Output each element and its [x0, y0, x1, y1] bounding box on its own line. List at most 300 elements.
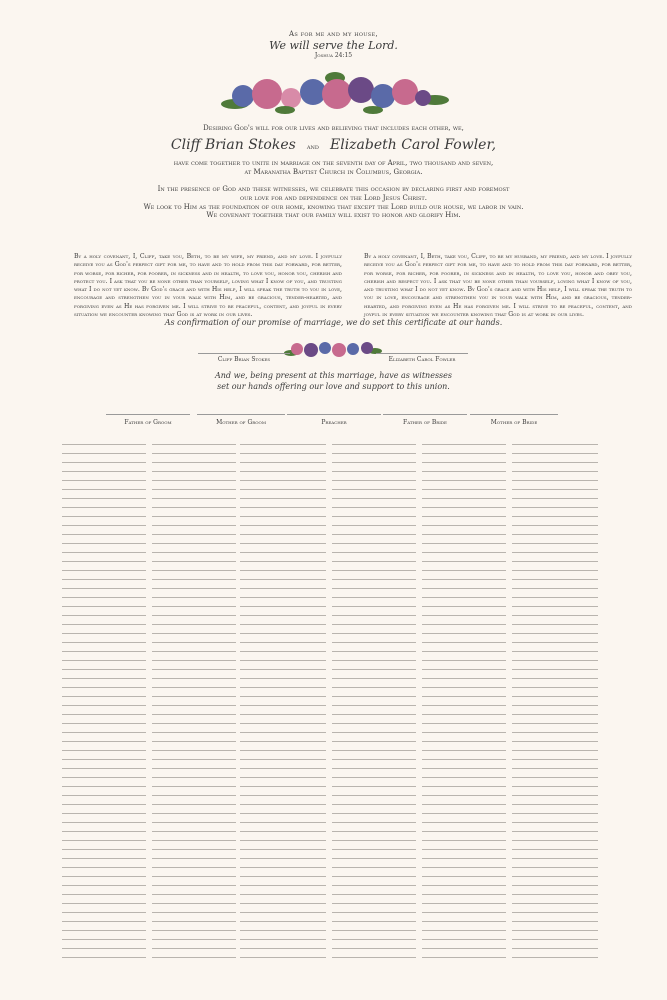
signature-line[interactable] — [422, 687, 506, 688]
signature-line[interactable] — [422, 948, 506, 949]
signature-line[interactable] — [152, 660, 236, 661]
signature-line[interactable] — [422, 894, 506, 895]
signature-line[interactable] — [422, 813, 506, 814]
signature-line[interactable] — [240, 696, 326, 697]
signature-line[interactable] — [152, 669, 236, 670]
signature-line[interactable] — [62, 912, 146, 913]
signature-line[interactable] — [332, 714, 416, 715]
signature-line[interactable] — [512, 732, 598, 733]
signature-line[interactable] — [512, 876, 598, 877]
signature-line[interactable] — [62, 678, 146, 679]
signature-line[interactable] — [512, 453, 598, 454]
signature-line[interactable] — [152, 777, 236, 778]
signature-line[interactable] — [240, 615, 326, 616]
signature-line[interactable] — [240, 525, 326, 526]
signature-line[interactable] — [512, 570, 598, 571]
signature-line[interactable] — [152, 534, 236, 535]
signature-line[interactable] — [152, 642, 236, 643]
signature-line[interactable] — [62, 534, 146, 535]
signature-line[interactable] — [512, 498, 598, 499]
signature-line[interactable] — [422, 489, 506, 490]
signature-line[interactable] — [332, 948, 416, 949]
signature-line[interactable] — [240, 768, 326, 769]
signature-line[interactable] — [62, 750, 146, 751]
signature-line[interactable] — [512, 768, 598, 769]
signature-line[interactable] — [240, 471, 326, 472]
signature-line[interactable] — [512, 849, 598, 850]
signature-line[interactable] — [512, 669, 598, 670]
signature-line[interactable] — [512, 678, 598, 679]
signature-line[interactable] — [240, 579, 326, 580]
signature-line[interactable] — [512, 894, 598, 895]
signature-line[interactable] — [152, 507, 236, 508]
signature-line[interactable] — [422, 903, 506, 904]
groom-signature-line[interactable] — [198, 353, 290, 354]
signature-line[interactable] — [422, 804, 506, 805]
signature-line[interactable] — [240, 750, 326, 751]
signature-line[interactable] — [332, 876, 416, 877]
signature-line[interactable] — [240, 633, 326, 634]
signature-line[interactable] — [332, 741, 416, 742]
signature-line[interactable] — [62, 579, 146, 580]
signature-line[interactable] — [62, 885, 146, 886]
signature-line[interactable] — [422, 741, 506, 742]
signature-line[interactable] — [332, 822, 416, 823]
signature-line[interactable] — [240, 759, 326, 760]
signature-line[interactable] — [62, 903, 146, 904]
signature-line[interactable] — [152, 795, 236, 796]
signature-line[interactable] — [332, 849, 416, 850]
signature-line[interactable] — [332, 552, 416, 553]
signature-line[interactable] — [152, 885, 236, 886]
signature-line[interactable] — [62, 867, 146, 868]
signature-line[interactable] — [62, 471, 146, 472]
signature-line[interactable] — [240, 831, 326, 832]
signature-line[interactable] — [62, 624, 146, 625]
signature-line[interactable] — [422, 579, 506, 580]
father-of-bride-line[interactable] — [383, 414, 467, 415]
signature-line[interactable] — [332, 813, 416, 814]
signature-line[interactable] — [152, 867, 236, 868]
signature-line[interactable] — [512, 867, 598, 868]
signature-line[interactable] — [62, 660, 146, 661]
signature-line[interactable] — [62, 606, 146, 607]
signature-line[interactable] — [332, 921, 416, 922]
signature-line[interactable] — [62, 453, 146, 454]
signature-line[interactable] — [240, 948, 326, 949]
signature-line[interactable] — [62, 705, 146, 706]
signature-line[interactable] — [422, 453, 506, 454]
signature-line[interactable] — [332, 651, 416, 652]
signature-line[interactable] — [152, 552, 236, 553]
signature-line[interactable] — [422, 921, 506, 922]
signature-line[interactable] — [152, 723, 236, 724]
signature-line[interactable] — [62, 858, 146, 859]
signature-line[interactable] — [152, 453, 236, 454]
signature-line[interactable] — [332, 957, 416, 958]
signature-line[interactable] — [422, 633, 506, 634]
signature-line[interactable] — [240, 822, 326, 823]
signature-line[interactable] — [152, 858, 236, 859]
signature-line[interactable] — [152, 489, 236, 490]
signature-line[interactable] — [240, 624, 326, 625]
signature-line[interactable] — [512, 516, 598, 517]
signature-line[interactable] — [512, 660, 598, 661]
signature-line[interactable] — [152, 768, 236, 769]
signature-line[interactable] — [240, 444, 326, 445]
signature-line[interactable] — [332, 858, 416, 859]
signature-line[interactable] — [512, 741, 598, 742]
signature-line[interactable] — [62, 615, 146, 616]
signature-line[interactable] — [422, 624, 506, 625]
signature-line[interactable] — [152, 687, 236, 688]
signature-line[interactable] — [332, 687, 416, 688]
signature-line[interactable] — [62, 741, 146, 742]
signature-line[interactable] — [332, 498, 416, 499]
signature-line[interactable] — [512, 444, 598, 445]
signature-line[interactable] — [512, 561, 598, 562]
signature-line[interactable] — [152, 786, 236, 787]
father-of-groom-line[interactable] — [106, 414, 190, 415]
signature-line[interactable] — [62, 714, 146, 715]
signature-line[interactable] — [240, 867, 326, 868]
signature-line[interactable] — [332, 930, 416, 931]
signature-line[interactable] — [62, 588, 146, 589]
signature-line[interactable] — [62, 921, 146, 922]
signature-line[interactable] — [332, 543, 416, 544]
signature-line[interactable] — [512, 831, 598, 832]
signature-line[interactable] — [512, 804, 598, 805]
signature-line[interactable] — [332, 525, 416, 526]
signature-line[interactable] — [62, 642, 146, 643]
signature-line[interactable] — [152, 480, 236, 481]
signature-line[interactable] — [240, 498, 326, 499]
signature-line[interactable] — [240, 939, 326, 940]
signature-line[interactable] — [152, 525, 236, 526]
signature-line[interactable] — [512, 777, 598, 778]
signature-line[interactable] — [332, 750, 416, 751]
signature-line[interactable] — [512, 480, 598, 481]
signature-line[interactable] — [332, 885, 416, 886]
signature-line[interactable] — [240, 588, 326, 589]
signature-line[interactable] — [332, 939, 416, 940]
signature-line[interactable] — [62, 876, 146, 877]
signature-line[interactable] — [152, 588, 236, 589]
signature-line[interactable] — [152, 948, 236, 949]
signature-line[interactable] — [422, 543, 506, 544]
signature-line[interactable] — [152, 444, 236, 445]
signature-line[interactable] — [332, 786, 416, 787]
signature-line[interactable] — [512, 813, 598, 814]
signature-line[interactable] — [332, 633, 416, 634]
signature-line[interactable] — [512, 795, 598, 796]
signature-line[interactable] — [152, 714, 236, 715]
signature-line[interactable] — [240, 678, 326, 679]
signature-line[interactable] — [512, 633, 598, 634]
signature-line[interactable] — [512, 921, 598, 922]
signature-line[interactable] — [332, 642, 416, 643]
signature-line[interactable] — [512, 714, 598, 715]
signature-line[interactable] — [240, 741, 326, 742]
signature-line[interactable] — [422, 507, 506, 508]
signature-line[interactable] — [512, 471, 598, 472]
signature-line[interactable] — [62, 723, 146, 724]
signature-line[interactable] — [332, 831, 416, 832]
mother-of-groom-line[interactable] — [197, 414, 285, 415]
signature-line[interactable] — [512, 930, 598, 931]
signature-line[interactable] — [422, 606, 506, 607]
signature-line[interactable] — [512, 534, 598, 535]
signature-line[interactable] — [240, 840, 326, 841]
signature-line[interactable] — [152, 498, 236, 499]
signature-line[interactable] — [152, 570, 236, 571]
signature-line[interactable] — [422, 552, 506, 553]
signature-line[interactable] — [332, 624, 416, 625]
signature-line[interactable] — [422, 786, 506, 787]
signature-line[interactable] — [422, 723, 506, 724]
signature-line[interactable] — [240, 507, 326, 508]
signature-line[interactable] — [422, 471, 506, 472]
signature-line[interactable] — [512, 822, 598, 823]
signature-line[interactable] — [240, 723, 326, 724]
signature-line[interactable] — [332, 462, 416, 463]
signature-line[interactable] — [240, 903, 326, 904]
signature-line[interactable] — [152, 651, 236, 652]
signature-line[interactable] — [152, 849, 236, 850]
signature-line[interactable] — [152, 606, 236, 607]
signature-line[interactable] — [240, 606, 326, 607]
signature-line[interactable] — [512, 696, 598, 697]
signature-line[interactable] — [512, 552, 598, 553]
signature-line[interactable] — [62, 444, 146, 445]
signature-line[interactable] — [62, 696, 146, 697]
signature-line[interactable] — [512, 786, 598, 787]
signature-line[interactable] — [422, 930, 506, 931]
signature-line[interactable] — [152, 696, 236, 697]
signature-line[interactable] — [512, 840, 598, 841]
signature-line[interactable] — [422, 822, 506, 823]
signature-line[interactable] — [332, 579, 416, 580]
signature-line[interactable] — [332, 912, 416, 913]
signature-line[interactable] — [422, 642, 506, 643]
signature-line[interactable] — [512, 759, 598, 760]
signature-line[interactable] — [152, 759, 236, 760]
signature-line[interactable] — [152, 831, 236, 832]
signature-line[interactable] — [422, 795, 506, 796]
signature-line[interactable] — [422, 876, 506, 877]
signature-line[interactable] — [240, 777, 326, 778]
signature-line[interactable] — [240, 912, 326, 913]
signature-line[interactable] — [240, 813, 326, 814]
signature-line[interactable] — [152, 633, 236, 634]
signature-line[interactable] — [332, 795, 416, 796]
preacher-line[interactable] — [287, 414, 381, 415]
signature-line[interactable] — [422, 570, 506, 571]
signature-line[interactable] — [422, 462, 506, 463]
signature-line[interactable] — [332, 903, 416, 904]
signature-line[interactable] — [152, 912, 236, 913]
signature-line[interactable] — [512, 705, 598, 706]
signature-line[interactable] — [332, 660, 416, 661]
signature-line[interactable] — [152, 876, 236, 877]
signature-line[interactable] — [422, 480, 506, 481]
signature-line[interactable] — [240, 489, 326, 490]
signature-line[interactable] — [152, 930, 236, 931]
signature-line[interactable] — [152, 624, 236, 625]
signature-line[interactable] — [240, 651, 326, 652]
signature-line[interactable] — [62, 768, 146, 769]
signature-line[interactable] — [512, 885, 598, 886]
signature-line[interactable] — [332, 705, 416, 706]
signature-line[interactable] — [152, 597, 236, 598]
signature-line[interactable] — [512, 507, 598, 508]
signature-line[interactable] — [240, 552, 326, 553]
signature-line[interactable] — [240, 642, 326, 643]
signature-line[interactable] — [152, 894, 236, 895]
signature-line[interactable] — [62, 516, 146, 517]
signature-line[interactable] — [240, 786, 326, 787]
signature-line[interactable] — [240, 930, 326, 931]
signature-line[interactable] — [422, 651, 506, 652]
signature-line[interactable] — [152, 750, 236, 751]
signature-line[interactable] — [422, 705, 506, 706]
signature-line[interactable] — [512, 543, 598, 544]
signature-line[interactable] — [152, 939, 236, 940]
signature-line[interactable] — [62, 759, 146, 760]
signature-line[interactable] — [240, 795, 326, 796]
signature-line[interactable] — [422, 939, 506, 940]
signature-line[interactable] — [62, 543, 146, 544]
signature-line[interactable] — [240, 705, 326, 706]
signature-line[interactable] — [240, 921, 326, 922]
signature-line[interactable] — [332, 453, 416, 454]
signature-line[interactable] — [512, 687, 598, 688]
signature-line[interactable] — [422, 588, 506, 589]
signature-line[interactable] — [512, 957, 598, 958]
signature-line[interactable] — [240, 732, 326, 733]
signature-line[interactable] — [332, 561, 416, 562]
signature-line[interactable] — [62, 930, 146, 931]
signature-line[interactable] — [62, 840, 146, 841]
signature-line[interactable] — [62, 525, 146, 526]
signature-line[interactable] — [512, 642, 598, 643]
signature-line[interactable] — [62, 777, 146, 778]
signature-line[interactable] — [422, 669, 506, 670]
signature-line[interactable] — [512, 462, 598, 463]
signature-line[interactable] — [62, 480, 146, 481]
signature-line[interactable] — [240, 570, 326, 571]
signature-line[interactable] — [152, 822, 236, 823]
signature-line[interactable] — [422, 750, 506, 751]
signature-line[interactable] — [240, 480, 326, 481]
signature-line[interactable] — [240, 669, 326, 670]
signature-line[interactable] — [422, 714, 506, 715]
signature-line[interactable] — [512, 489, 598, 490]
signature-line[interactable] — [152, 921, 236, 922]
signature-line[interactable] — [62, 813, 146, 814]
signature-line[interactable] — [240, 876, 326, 877]
signature-line[interactable] — [512, 939, 598, 940]
signature-line[interactable] — [152, 543, 236, 544]
signature-line[interactable] — [422, 444, 506, 445]
signature-line[interactable] — [512, 651, 598, 652]
signature-line[interactable] — [422, 849, 506, 850]
signature-line[interactable] — [332, 723, 416, 724]
signature-line[interactable] — [62, 849, 146, 850]
signature-line[interactable] — [422, 867, 506, 868]
signature-line[interactable] — [332, 867, 416, 868]
signature-line[interactable] — [422, 561, 506, 562]
signature-line[interactable] — [512, 858, 598, 859]
signature-line[interactable] — [422, 732, 506, 733]
signature-line[interactable] — [152, 579, 236, 580]
signature-line[interactable] — [152, 678, 236, 679]
bride-signature-line[interactable] — [376, 353, 468, 354]
signature-line[interactable] — [332, 480, 416, 481]
signature-line[interactable] — [332, 804, 416, 805]
signature-line[interactable] — [240, 885, 326, 886]
signature-line[interactable] — [62, 804, 146, 805]
signature-line[interactable] — [422, 498, 506, 499]
signature-line[interactable] — [332, 678, 416, 679]
signature-line[interactable] — [332, 777, 416, 778]
signature-line[interactable] — [512, 903, 598, 904]
signature-line[interactable] — [62, 597, 146, 598]
signature-line[interactable] — [62, 669, 146, 670]
signature-line[interactable] — [240, 957, 326, 958]
signature-line[interactable] — [332, 768, 416, 769]
signature-line[interactable] — [240, 714, 326, 715]
signature-line[interactable] — [422, 759, 506, 760]
signature-line[interactable] — [332, 759, 416, 760]
signature-line[interactable] — [332, 696, 416, 697]
signature-line[interactable] — [422, 777, 506, 778]
signature-line[interactable] — [332, 669, 416, 670]
signature-line[interactable] — [240, 849, 326, 850]
signature-line[interactable] — [152, 813, 236, 814]
signature-line[interactable] — [332, 471, 416, 472]
signature-line[interactable] — [332, 732, 416, 733]
signature-line[interactable] — [240, 804, 326, 805]
signature-line[interactable] — [152, 903, 236, 904]
signature-line[interactable] — [332, 507, 416, 508]
signature-line[interactable] — [62, 498, 146, 499]
signature-line[interactable] — [332, 597, 416, 598]
signature-line[interactable] — [152, 957, 236, 958]
signature-line[interactable] — [512, 615, 598, 616]
signature-line[interactable] — [512, 948, 598, 949]
signature-line[interactable] — [512, 912, 598, 913]
signature-line[interactable] — [152, 462, 236, 463]
signature-line[interactable] — [62, 687, 146, 688]
signature-line[interactable] — [152, 561, 236, 562]
signature-line[interactable] — [512, 723, 598, 724]
signature-line[interactable] — [62, 570, 146, 571]
signature-line[interactable] — [62, 786, 146, 787]
signature-line[interactable] — [332, 534, 416, 535]
signature-line[interactable] — [240, 858, 326, 859]
signature-line[interactable] — [62, 651, 146, 652]
signature-line[interactable] — [422, 678, 506, 679]
signature-line[interactable] — [422, 768, 506, 769]
signature-line[interactable] — [62, 795, 146, 796]
signature-line[interactable] — [512, 624, 598, 625]
signature-line[interactable] — [332, 516, 416, 517]
signature-line[interactable] — [240, 597, 326, 598]
signature-line[interactable] — [422, 534, 506, 535]
signature-line[interactable] — [422, 525, 506, 526]
signature-line[interactable] — [240, 516, 326, 517]
